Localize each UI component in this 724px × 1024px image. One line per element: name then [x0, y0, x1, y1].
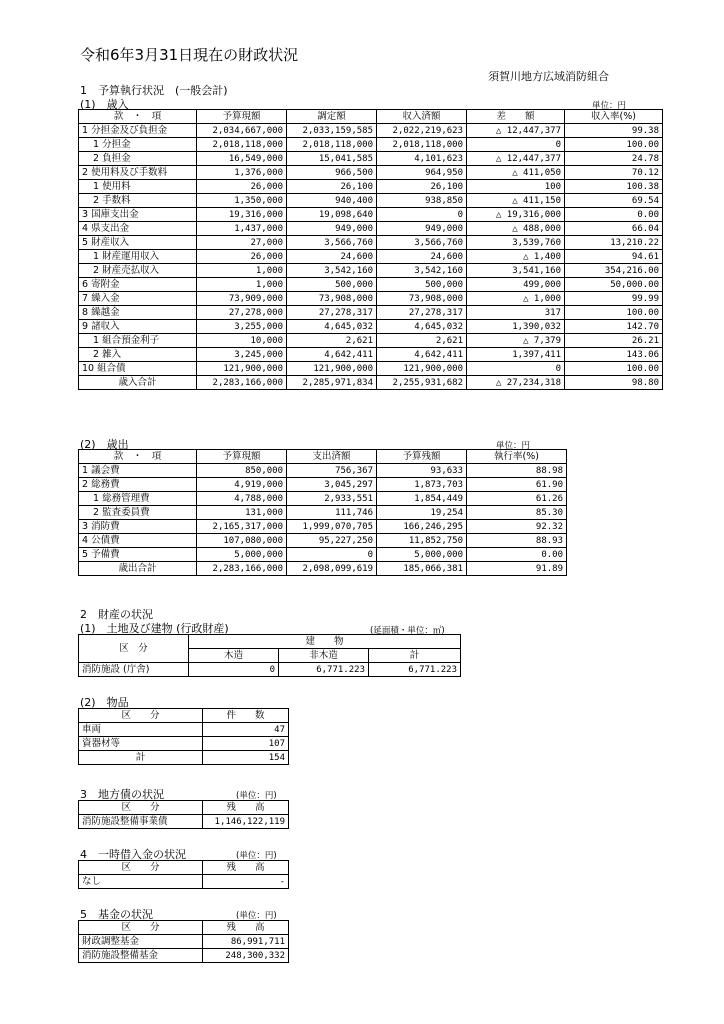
cell-rate: 85.30 — [467, 506, 567, 520]
cell-diff: △ 488,000 — [467, 222, 565, 236]
cell-rate: 100.00 — [565, 306, 663, 320]
header-total: 計 — [369, 649, 461, 663]
row-label: 1 分担金 — [79, 138, 197, 152]
header-building: 建 物 — [189, 635, 461, 649]
table-row — [79, 166, 663, 180]
cell-diff: △ 411,050 — [467, 166, 565, 180]
section-3-heading: 3 地方債の状況 — [80, 788, 164, 801]
cell-budget: 121,900,000 — [197, 362, 287, 376]
cell-spent: 1,999,070,705 — [287, 520, 377, 534]
cell-budget: 3,245,000 — [197, 348, 287, 362]
header-balance: 残 高 — [203, 861, 289, 875]
cell-rate: 0.00 — [467, 548, 567, 562]
cell-assessed: 2,018,118,000 — [287, 138, 377, 152]
table-row — [79, 548, 567, 562]
cell-rate: 91.89 — [467, 562, 567, 576]
table-row — [79, 935, 289, 949]
header-assessed: 調定額 — [287, 110, 377, 124]
page-title: 令和6年3月31日現在の財政状況 — [80, 46, 299, 64]
table-row — [79, 292, 663, 306]
cell-diff: △ 19,316,000 — [467, 208, 565, 222]
cell-assessed: 73,908,000 — [287, 292, 377, 306]
total-value: 6,771.223 — [369, 663, 461, 677]
header-rate: 収入率(%) — [565, 110, 663, 124]
cell-remain: 1,854,449 — [377, 492, 467, 506]
cell-budget: 1,376,000 — [197, 166, 287, 180]
table-row — [79, 751, 289, 765]
cell-diff: 317 — [467, 306, 565, 320]
cell-budget: 73,909,000 — [197, 292, 287, 306]
row-label: 2 負担金 — [79, 152, 197, 166]
table-row — [79, 278, 663, 292]
cell-rate: 26.21 — [565, 334, 663, 348]
row-label: 消防施設整備事業債 — [79, 815, 203, 829]
cell-assessed: 3,566,760 — [287, 236, 377, 250]
cell-spent: 2,098,099,619 — [287, 562, 377, 576]
land-heading: (1) 土地及び建物 (行政財産) — [80, 622, 229, 635]
cell-received: 121,900,000 — [377, 362, 467, 376]
cell-rate: 92.32 — [467, 520, 567, 534]
cell-rate: 99.38 — [565, 124, 663, 138]
cell-rate: 50,000.00 — [565, 278, 663, 292]
cell-budget: 27,000 — [197, 236, 287, 250]
cell-received: 0 — [377, 208, 467, 222]
table-row — [79, 180, 663, 194]
cell-rate: 0.00 — [565, 208, 663, 222]
cell-rate: 24.78 — [565, 152, 663, 166]
cell-assessed: 500,000 — [287, 278, 377, 292]
non-wooden-value: 6,771.223 — [279, 663, 369, 677]
fund-table — [78, 920, 289, 963]
cell-budget: 4,919,000 — [197, 478, 287, 492]
cell-budget: 5,000,000 — [197, 548, 287, 562]
header-count: 件 数 — [203, 709, 289, 723]
header-item: 款 ・ 項 — [79, 110, 197, 124]
row-label: 7 繰入金 — [79, 292, 197, 306]
header-kubun: 区 分 — [79, 635, 189, 663]
goods-heading: (2) 物品 — [80, 696, 129, 709]
cell-assessed: 121,900,000 — [287, 362, 377, 376]
header-non-wooden: 非木造 — [279, 649, 369, 663]
cell-assessed: 2,033,159,585 — [287, 124, 377, 138]
cell-budget: 4,788,000 — [197, 492, 287, 506]
cell-received: 4,645,032 — [377, 320, 467, 334]
row-label: 2 財産売払収入 — [79, 264, 197, 278]
header-balance: 残 高 — [203, 921, 289, 935]
table-row — [79, 478, 567, 492]
header-kubun: 区 分 — [79, 801, 203, 815]
row-label: 2 手数料 — [79, 194, 197, 208]
revenue-heading: (1) 歳入 — [80, 98, 129, 111]
cell-budget: 2,034,667,000 — [197, 124, 287, 138]
revenue-unit: 単位：円 — [592, 101, 627, 111]
table-row — [79, 376, 663, 390]
row-label: 車両 — [79, 723, 203, 737]
revenue-table — [78, 109, 663, 390]
table-row — [79, 320, 663, 334]
cell-rate: 88.98 — [467, 464, 567, 478]
cell-rate: 100.38 — [565, 180, 663, 194]
cell-spent: 0 — [287, 548, 377, 562]
cell-remain: 185,066,381 — [377, 562, 467, 576]
cell-budget: 19,316,000 — [197, 208, 287, 222]
cell-budget: 16,549,000 — [197, 152, 287, 166]
cell-assessed: 27,278,317 — [287, 306, 377, 320]
row-label: 9 諸収入 — [79, 320, 197, 334]
cell-rate: 94.61 — [565, 250, 663, 264]
cell-diff: △ 1,000 — [467, 292, 565, 306]
cell-assessed: 4,645,032 — [287, 320, 377, 334]
cell-budget: 26,000 — [197, 180, 287, 194]
cell-budget: 2,283,166,000 — [197, 376, 287, 390]
row-label: 3 消防費 — [79, 520, 197, 534]
header-wooden: 木造 — [189, 649, 279, 663]
row-label: 1 議会費 — [79, 464, 197, 478]
header-received: 収入済額 — [377, 110, 467, 124]
row-label: 消防施設整備基金 — [79, 949, 203, 963]
row-label: 財政調整基金 — [79, 935, 203, 949]
row-label: 1 分担金及び負担金 — [79, 124, 197, 138]
cell-budget: 1,437,000 — [197, 222, 287, 236]
row-label: 5 財産収入 — [79, 236, 197, 250]
cell-diff: 499,000 — [467, 278, 565, 292]
cell-received: 26,100 — [377, 180, 467, 194]
cell-diff: △ 27,234,318 — [467, 376, 565, 390]
row-label: 10 組合債 — [79, 362, 197, 376]
expenditure-heading: (2) 歳出 — [80, 438, 129, 451]
header-difference: 差 額 — [467, 110, 565, 124]
row-label: 1 総務管理費 — [79, 492, 197, 506]
cell-assessed: 26,100 — [287, 180, 377, 194]
row-label: 歳出合計 — [79, 562, 197, 576]
table-row — [79, 949, 289, 963]
cell-received: 2,621 — [377, 334, 467, 348]
cell-rate: 99.99 — [565, 292, 663, 306]
header-spent: 支出済額 — [287, 450, 377, 464]
row-label: 資器材等 — [79, 737, 203, 751]
cell-rate: 61.26 — [467, 492, 567, 506]
cell-rate: 69.54 — [565, 194, 663, 208]
section-5-heading: 5 基金の状況 — [80, 908, 153, 921]
table-header-row — [79, 450, 567, 464]
cell-count: 154 — [203, 751, 289, 765]
cell-rate: 143.06 — [565, 348, 663, 362]
cell-received: 2,018,118,000 — [377, 138, 467, 152]
row-label: なし — [79, 875, 203, 889]
cell-assessed: 940,400 — [287, 194, 377, 208]
cell-rate: 98.80 — [565, 376, 663, 390]
table-row — [79, 236, 663, 250]
cell-diff: △ 12,447,377 — [467, 152, 565, 166]
section-4-heading: 4 一時借入金の状況 — [80, 848, 186, 861]
row-label: 1 使用料 — [79, 180, 197, 194]
cell-remain: 5,000,000 — [377, 548, 467, 562]
header-item: 款 ・ 項 — [79, 450, 197, 464]
table-row — [79, 152, 663, 166]
row-label: 3 国庫支出金 — [79, 208, 197, 222]
cell-remain: 166,246,295 — [377, 520, 467, 534]
cell-diff: △ 12,447,377 — [467, 124, 565, 138]
land-unit: (延面積・単位：㎡) — [370, 626, 445, 636]
table-row — [79, 464, 567, 478]
cell-count: 107 — [203, 737, 289, 751]
table-row — [79, 520, 567, 534]
header-kubun: 区 分 — [79, 709, 203, 723]
cell-assessed: 949,000 — [287, 222, 377, 236]
cell-count: 47 — [203, 723, 289, 737]
cell-spent: 111,746 — [287, 506, 377, 520]
cell-assessed: 2,621 — [287, 334, 377, 348]
cell-diff: △ 411,150 — [467, 194, 565, 208]
cell-spent: 95,227,250 — [287, 534, 377, 548]
row-label: 2 総務費 — [79, 478, 197, 492]
section-2-heading: 2 財産の状況 — [80, 608, 153, 621]
goods-table — [78, 708, 289, 765]
cell-received: 3,542,160 — [377, 264, 467, 278]
cell-spent: 756,367 — [287, 464, 377, 478]
cell-assessed: 3,542,160 — [287, 264, 377, 278]
cell-received: 949,000 — [377, 222, 467, 236]
land-buildings-table — [78, 634, 461, 677]
cell-received: 24,600 — [377, 250, 467, 264]
fund-unit: (単位：円) — [236, 911, 277, 921]
row-label: 歳入合計 — [79, 376, 197, 390]
row-label: 1 財産運用収入 — [79, 250, 197, 264]
table-row — [79, 194, 663, 208]
cell-budget: 1,350,000 — [197, 194, 287, 208]
table-row — [79, 492, 567, 506]
cell-balance: 86,991,711 — [203, 935, 289, 949]
cell-spent: 3,045,297 — [287, 478, 377, 492]
header-balance: 残 高 — [203, 801, 289, 815]
row-label: 2 雑入 — [79, 348, 197, 362]
cell-rate: 70.12 — [565, 166, 663, 180]
cell-remain: 11,852,750 — [377, 534, 467, 548]
row-label: 1 組合預金利子 — [79, 334, 197, 348]
cell-budget: 2,018,118,000 — [197, 138, 287, 152]
cell-diff: △ 7,379 — [467, 334, 565, 348]
header-budget: 予算現額 — [197, 110, 287, 124]
cell-diff: △ 1,400 — [467, 250, 565, 264]
cell-diff: 3,541,160 — [467, 264, 565, 278]
cell-budget: 3,255,000 — [197, 320, 287, 334]
cell-remain: 93,633 — [377, 464, 467, 478]
cell-budget: 2,165,317,000 — [197, 520, 287, 534]
cell-received: 964,950 — [377, 166, 467, 180]
table-row — [79, 534, 567, 548]
section-1-heading: 1 予算執行状況 (一般会計) — [80, 84, 228, 97]
row-label: 5 予備費 — [79, 548, 197, 562]
header-execution-rate: 執行率(%) — [467, 450, 567, 464]
table-row — [79, 562, 567, 576]
cell-budget: 850,000 — [197, 464, 287, 478]
cell-budget: 27,278,000 — [197, 306, 287, 320]
table-row — [79, 723, 289, 737]
cell-balance: - — [203, 875, 289, 889]
cell-diff: 0 — [467, 138, 565, 152]
cell-diff: 1,397,411 — [467, 348, 565, 362]
cell-received: 2,022,219,623 — [377, 124, 467, 138]
cell-rate: 66.04 — [565, 222, 663, 236]
cell-received: 4,642,411 — [377, 348, 467, 362]
cell-rate: 142.70 — [565, 320, 663, 334]
cell-received: 2,255,931,682 — [377, 376, 467, 390]
row-label: 6 寄附金 — [79, 278, 197, 292]
cell-assessed: 2,285,971,834 — [287, 376, 377, 390]
header-kubun: 区 分 — [79, 921, 203, 935]
header-budget: 予算現額 — [197, 450, 287, 464]
borrowing-unit: (単位：円) — [236, 851, 277, 861]
cell-received: 73,908,000 — [377, 292, 467, 306]
cell-remain: 1,873,703 — [377, 478, 467, 492]
cell-budget: 2,283,166,000 — [197, 562, 287, 576]
cell-budget: 107,080,000 — [197, 534, 287, 548]
cell-rate: 100.00 — [565, 138, 663, 152]
table-row — [79, 362, 663, 376]
cell-balance: 248,300,332 — [203, 949, 289, 963]
row-label: 2 監査委員費 — [79, 506, 197, 520]
cell-assessed: 4,642,411 — [287, 348, 377, 362]
cell-rate: 88.93 — [467, 534, 567, 548]
debt-unit: (単位：円) — [236, 791, 277, 801]
cell-spent: 2,933,551 — [287, 492, 377, 506]
cell-received: 4,101,623 — [377, 152, 467, 166]
cell-rate: 13,210.22 — [565, 236, 663, 250]
row-label: 8 繰越金 — [79, 306, 197, 320]
table-row — [79, 208, 663, 222]
table-row — [79, 306, 663, 320]
table-row — [79, 124, 663, 138]
cell-assessed: 15,041,585 — [287, 152, 377, 166]
cell-assessed: 966,500 — [287, 166, 377, 180]
table-row — [79, 138, 663, 152]
cell-budget: 1,000 — [197, 278, 287, 292]
cell-received: 3,566,760 — [377, 236, 467, 250]
cell-received: 938,850 — [377, 194, 467, 208]
cell-assessed: 24,600 — [287, 250, 377, 264]
cell-budget: 10,000 — [197, 334, 287, 348]
cell-budget: 1,000 — [197, 264, 287, 278]
expenditure-table — [78, 449, 567, 576]
table-row — [79, 334, 663, 348]
cell-assessed: 19,098,640 — [287, 208, 377, 222]
cell-rate: 100.00 — [565, 362, 663, 376]
cell-diff: 3,539,760 — [467, 236, 565, 250]
cell-diff: 100 — [467, 180, 565, 194]
table-row — [79, 264, 663, 278]
debt-table — [78, 800, 289, 829]
row-label: 4 県支出金 — [79, 222, 197, 236]
cell-budget: 131,000 — [197, 506, 287, 520]
cell-diff: 1,390,032 — [467, 320, 565, 334]
cell-rate: 354,216.00 — [565, 264, 663, 278]
wooden-value: 0 — [189, 663, 279, 677]
table-row — [79, 250, 663, 264]
expenditure-unit: 単位：円 — [496, 441, 531, 451]
row-label: 4 公債費 — [79, 534, 197, 548]
cell-balance: 1,146,122,119 — [203, 815, 289, 829]
cell-remain: 19,254 — [377, 506, 467, 520]
cell-rate: 61.90 — [467, 478, 567, 492]
table-header-row — [79, 110, 663, 124]
header-remaining: 予算残額 — [377, 450, 467, 464]
row-label: 2 使用料及び手数料 — [79, 166, 197, 180]
row-name: 消防施設 (庁舎) — [79, 663, 189, 677]
cell-received: 27,278,317 — [377, 306, 467, 320]
table-row — [79, 506, 567, 520]
table-row — [79, 222, 663, 236]
organization-name: 須賀川地方広域消防組合 — [488, 70, 609, 83]
table-row — [79, 348, 663, 362]
cell-budget: 26,000 — [197, 250, 287, 264]
cell-received: 500,000 — [377, 278, 467, 292]
temporary-borrowing-table — [78, 860, 289, 889]
table-row — [79, 663, 461, 677]
table-row — [79, 737, 289, 751]
table-row — [79, 815, 289, 829]
header-kubun: 区 分 — [79, 861, 203, 875]
table-row — [79, 875, 289, 889]
row-label: 計 — [79, 751, 203, 765]
cell-diff: 0 — [467, 362, 565, 376]
